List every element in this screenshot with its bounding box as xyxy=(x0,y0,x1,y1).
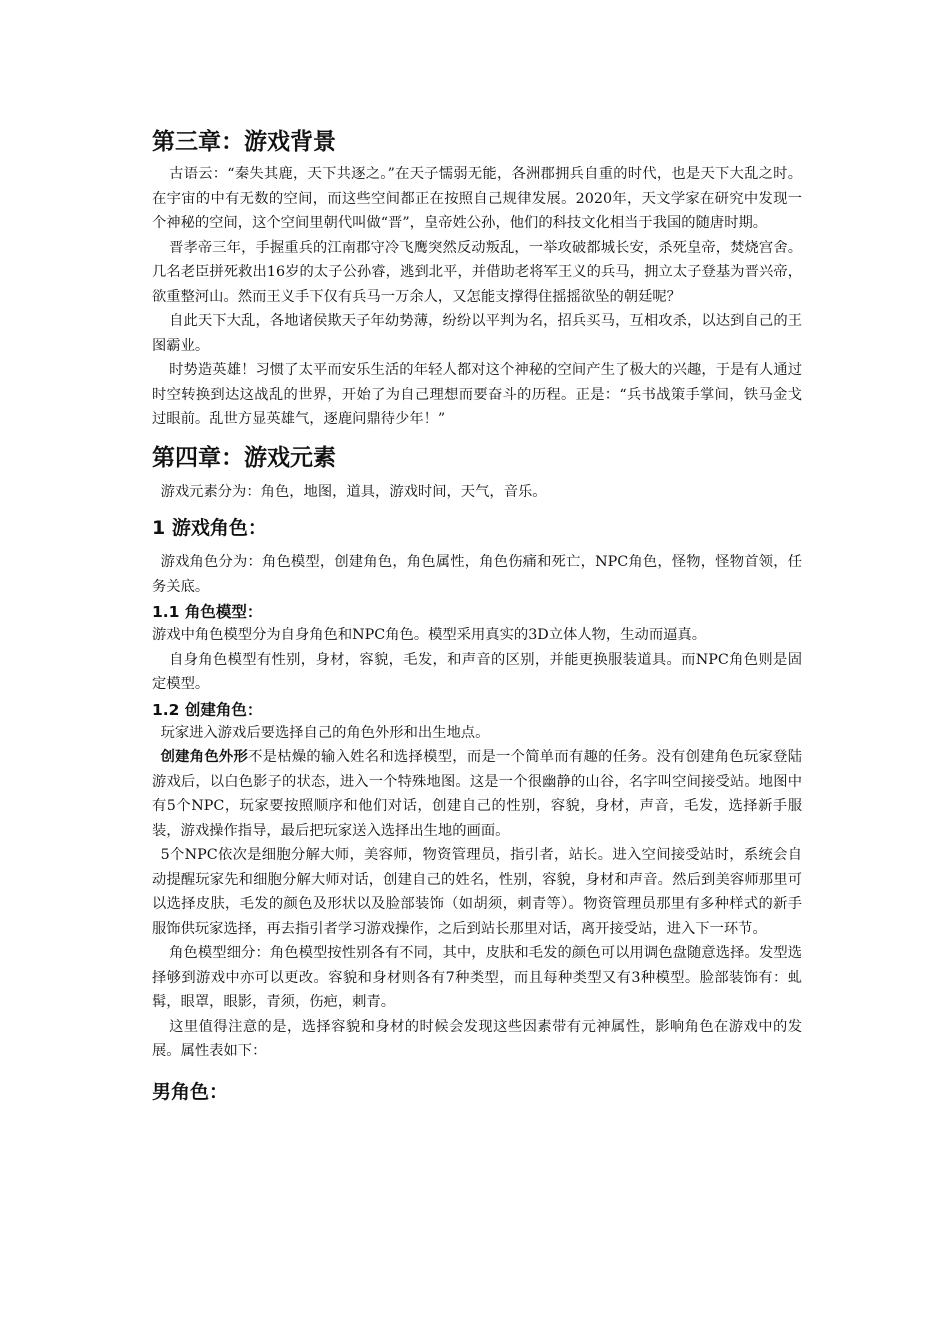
ch4-intro: 游戏元素分为：角色，地图，道具，游戏时间，天气，音乐。 xyxy=(160,483,547,500)
male-role-title: 男角色： xyxy=(152,1080,229,1103)
section-1-paragraph: 游戏角色分为：角色模型，创建角色，角色属性，角色伤痛和死亡，NPC角色，怪物，怪物首领，任务关底。 xyxy=(152,554,802,595)
section-1-2-paragraph-4: 角色模型细分：角色模型按性别各有不同，其中，皮肤和毛发的颜色可以用调色盘随意选择。发型选择够到游戏中亦可以更改。容貌和身材则各有7种类型，而且每种类型又有3种模型。脸部装饰有：虬髯，眼罩，眼影，青须，伤疤，刺青。 xyxy=(152,945,802,1010)
ch3-paragraph-2: 晋孝帝三年，手握重兵的江南郡守冷飞鹰突然反动叛乱，一举攻破都城长安，杀死皇帝，焚烧宫舍。几名老臣拼死救出16岁的太子公孙睿，逃到北平，并借助老将军王义的兵马，拥立太子登基为晋兴帝，欲重整河山。然而王义手下仅有兵马一万余人，又怎能支撑得住摇摇欲坠的朝廷呢？ xyxy=(152,239,802,305)
section-1-2-paragraph-5: 这里值得注意的是，选择容貌和身材的时候会发现这些因素带有元神属性，影响角色在游戏中的发展。属性表如下： xyxy=(152,1018,802,1059)
paragraph-text: 不是枯燥的输入姓名和选择模型，而是一个简单而有趣的任务。没有创建角色玩家登陆游戏后，以白色影子的状态，进入一个特殊地图。这是一个很幽静的山谷，名字叫空间接受站。地图中有5个NPC，玩家要按照顺序和他们对话，创建自己的性别，容貌，身材，声音，毛发，选择新手服装，游戏操作指导，最后把玩家送入选择出生地的画面。 xyxy=(152,749,803,839)
ch3-paragraph-1: 古语云：“秦失其鹿，天下共逐之。”在天子懦弱无能，各洲郡拥兵自重的时代，也是天下大乱之时。在宇宙的中有无数的空间，而这些空间都正在按照自己规律发展。2020年，天文学家在研究中发现一个神秘的空间，这个空间里朝代叫做“晋”，皇帝姓公孙，他们的科技文化相当于我国的随唐时期。 xyxy=(152,166,802,231)
chapter-3-title: 第三章：游戏背景 xyxy=(152,129,336,155)
document-page xyxy=(152,126,802,1106)
section-1-1-paragraph-1: 游戏中角色模型分为自身角色和NPC角色。模型采用真实的3D立体人物，生动而逼真。 xyxy=(152,627,707,643)
chapter-4-title: 第四章：游戏元素 xyxy=(152,444,336,471)
section-1-1-paragraph-2: 自身角色模型有性别，身材，容貌，毛发，和声音的区别，并能更换服装道具。而NPC角色则是固定模型。 xyxy=(152,651,802,692)
bold-term: 创建角色外形 xyxy=(160,749,249,765)
section-1-2-paragraph-3: 5个NPC依次是细胞分解大师，美容师，物资管理员，指引者，站长。进入空间接受站时，系统会自动提醒玩家先和细胞分解大师对话，创建自己的姓名，性别，容貌，身材和声音。然后到美容师那里可以选择皮肤，毛发的颜色及形状以及脸部装饰（如胡须，刺青等）。物资管理员那里有多种样式的新手服饰供玩家选择，再去指引者学习游戏操作，之后到站长那里对话，离开接受站，进入下一环节。 xyxy=(152,847,802,937)
ch3-paragraph-3: 自此天下大乱，各地诸侯欺天子年幼势薄，纷纷以平判为名，招兵买马，互相攻杀，以达到自己的王图霸业。 xyxy=(152,313,802,354)
section-1-1-title: 1.1 角色模型： xyxy=(152,603,263,621)
section-1-2-paragraph-2 xyxy=(152,745,802,843)
ch3-paragraph-4: 时势造英雄！习惯了太平而安乐生活的年轻人都对这个神秘的空间产生了极大的兴趣，于是有人通过时空转换到达这战乱的世界，开始了为自己理想而要奋斗的历程。正是：“兵书战策手掌间，铁马金戈过眼前。乱世方显英雄气，逐鹿问鼎待少年！” xyxy=(152,362,802,427)
section-1-2-title: 1.2 创建角色： xyxy=(152,700,263,719)
section-1-2-paragraph-1: 玩家进入游戏后要选择自己的角色外形和出生地点。 xyxy=(160,724,490,741)
section-1-title: 1 游戏角色： xyxy=(152,517,267,539)
